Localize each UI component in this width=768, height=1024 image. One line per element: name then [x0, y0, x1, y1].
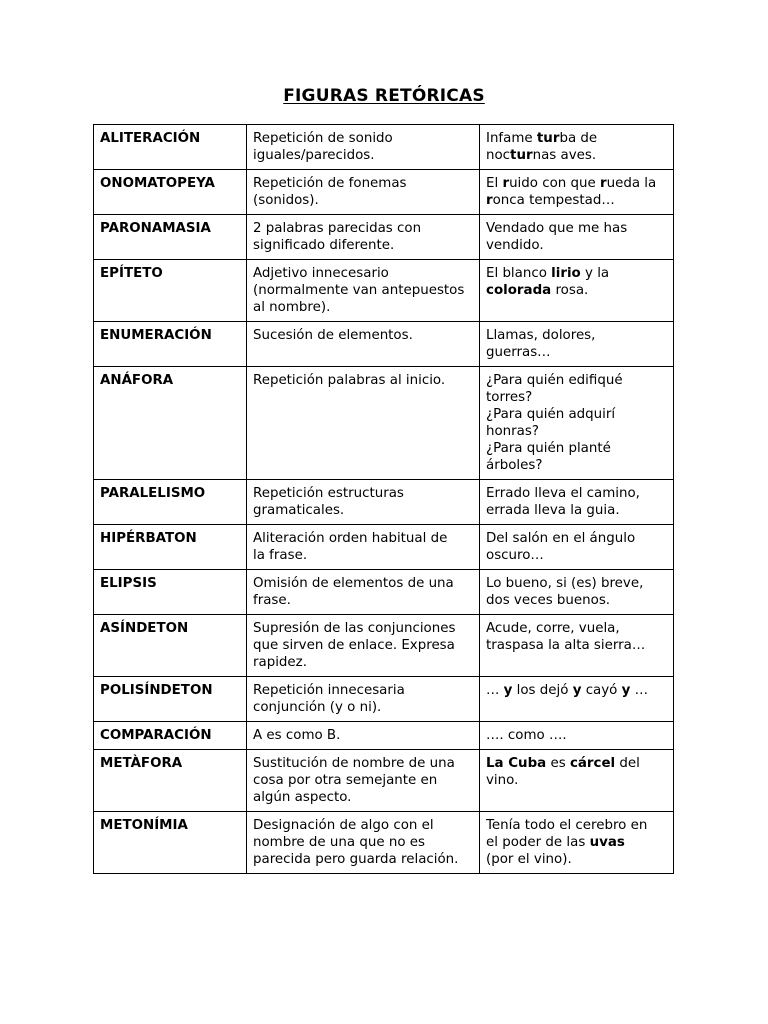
table-row [94, 750, 674, 812]
figure-definition [247, 570, 480, 615]
definition-line: (sonidos). [253, 193, 319, 208]
example-text: oscuro… [486, 548, 544, 563]
example-line [486, 220, 667, 237]
example-text: …. como …. [486, 728, 567, 743]
example-emphasis: colorada [486, 283, 552, 298]
example-line [486, 406, 667, 423]
example-line [486, 620, 667, 637]
definition-line: rapidez. [253, 655, 307, 670]
figure-definition [247, 215, 480, 260]
example-line [486, 682, 667, 699]
definition-line: Repetición estructuras [253, 486, 404, 501]
example-emphasis: tur [536, 131, 560, 146]
example-text: torres? [486, 390, 533, 405]
example-line [486, 130, 667, 147]
table-row [94, 480, 674, 525]
example-line [486, 772, 667, 789]
example-text: honras? [486, 424, 539, 439]
figure-example [480, 525, 674, 570]
definition-line: Sucesión de elementos. [253, 328, 413, 343]
example-line [486, 192, 667, 209]
figure-term: ANÁFORA [94, 367, 247, 480]
figure-term: POLISÍNDETON [94, 677, 247, 722]
definition-line: Sustitución de nombre de una [253, 756, 455, 771]
figure-term: ALITERACIÓN [94, 125, 247, 170]
figure-term: ONOMATOPEYA [94, 170, 247, 215]
definition-line: parecida pero guarda relación. [253, 852, 459, 867]
example-line [486, 327, 667, 344]
example-text: cayó [581, 683, 622, 698]
example-emphasis: r [486, 193, 493, 208]
example-emphasis: y [572, 683, 582, 698]
example-text: Errado lleva el camino, [486, 486, 640, 501]
example-line [486, 389, 667, 406]
example-text: … [630, 683, 649, 698]
figure-definition [247, 722, 480, 750]
figure-definition [247, 615, 480, 677]
example-line [486, 237, 667, 254]
definition-line: algún aspecto. [253, 790, 352, 805]
example-text: Tenía todo el cerebro en [486, 818, 648, 833]
example-line [486, 817, 667, 834]
example-text: El blanco [486, 266, 552, 281]
example-text: Llamas, dolores, [486, 328, 596, 343]
example-line [486, 851, 667, 868]
example-text: vendido. [486, 238, 544, 253]
figure-example [480, 170, 674, 215]
figure-definition [247, 125, 480, 170]
example-text: del [615, 756, 640, 771]
figure-definition [247, 525, 480, 570]
figure-example [480, 750, 674, 812]
figure-term: HIPÉRBATON [94, 525, 247, 570]
example-emphasis: y [621, 683, 631, 698]
example-line [486, 372, 667, 389]
example-emphasis: y [503, 683, 513, 698]
definition-line: nombre de una que no es [253, 835, 425, 850]
definition-line: Designación de algo con el [253, 818, 434, 833]
figure-definition [247, 367, 480, 480]
figure-term: METONÍMIA [94, 812, 247, 874]
example-text: uido con que [509, 176, 600, 191]
figure-definition [247, 260, 480, 322]
example-line [486, 282, 667, 299]
definition-line: Repetición de sonido [253, 131, 393, 146]
example-text: (por el vino). [486, 852, 572, 867]
example-text: noc [486, 148, 511, 163]
example-line [486, 175, 667, 192]
example-line [486, 530, 667, 547]
figure-term: PARALELISMO [94, 480, 247, 525]
example-line [486, 502, 667, 519]
example-line [486, 547, 667, 564]
example-emphasis: La Cuba [486, 756, 547, 771]
example-text: dos veces buenos. [486, 593, 611, 608]
example-text: árboles? [486, 458, 543, 473]
figure-term: PARONAMASIA [94, 215, 247, 260]
figure-example [480, 322, 674, 367]
definition-line: Repetición innecesaria [253, 683, 405, 698]
example-emphasis: r [600, 176, 607, 191]
figure-definition [247, 322, 480, 367]
example-line [486, 485, 667, 502]
example-text: los dejó [512, 683, 573, 698]
table-body [94, 125, 674, 874]
definition-line: Repetición de fonemas [253, 176, 407, 191]
example-line [486, 265, 667, 282]
definition-line: Repetición palabras al inicio. [253, 373, 446, 388]
example-line [486, 727, 667, 744]
figure-example [480, 812, 674, 874]
rhetorical-figures-table [93, 124, 674, 874]
table-row [94, 215, 674, 260]
example-text: guerras… [486, 345, 551, 360]
figure-term: METÀFORA [94, 750, 247, 812]
table-row [94, 322, 674, 367]
table-row [94, 125, 674, 170]
figure-definition [247, 750, 480, 812]
figure-term: EPÍTETO [94, 260, 247, 322]
example-text: nas aves. [532, 148, 597, 163]
definition-line: iguales/parecidos. [253, 148, 375, 163]
example-text: Lo bueno, si (es) breve, [486, 576, 644, 591]
definition-line: Adjetivo innecesario [253, 266, 389, 281]
definition-line: significado diferente. [253, 238, 395, 253]
page-title: FIGURAS RETÓRICAS [283, 86, 485, 106]
definition-line: conjunción (y o ni). [253, 700, 382, 715]
example-text: es [546, 756, 570, 771]
figure-term: COMPARACIÓN [94, 722, 247, 750]
table-row [94, 677, 674, 722]
figure-example [480, 215, 674, 260]
example-text: y la [580, 266, 610, 281]
figure-example [480, 125, 674, 170]
definition-line: 2 palabras parecidas con [253, 221, 422, 236]
figure-example [480, 480, 674, 525]
example-line [486, 834, 667, 851]
figure-example [480, 570, 674, 615]
table-row [94, 260, 674, 322]
example-text: ueda la [606, 176, 657, 191]
definition-line: Omisión de elementos de una [253, 576, 454, 591]
example-emphasis: cárcel [569, 756, 616, 771]
example-text: ¿Para quién edifiqué [486, 373, 623, 388]
definition-line: Supresión de las conjunciones [253, 621, 456, 636]
example-line [486, 423, 667, 440]
figure-definition [247, 812, 480, 874]
figure-example [480, 677, 674, 722]
definition-line: Aliteración orden habitual de [253, 531, 448, 546]
example-line [486, 755, 667, 772]
definition-line: al nombre). [253, 300, 331, 315]
example-text: vino. [486, 773, 519, 788]
table-row [94, 812, 674, 874]
example-emphasis: uvas [589, 835, 625, 850]
example-line [486, 592, 667, 609]
table-row [94, 525, 674, 570]
example-text: ba de [559, 131, 598, 146]
figure-term: ELIPSIS [94, 570, 247, 615]
example-line [486, 440, 667, 457]
table-row [94, 570, 674, 615]
definition-line: cosa por otra semejante en [253, 773, 438, 788]
table-row [94, 615, 674, 677]
definition-line: (normalmente van antepuestos [253, 283, 465, 298]
example-text: ¿Para quién adquirí [486, 407, 616, 422]
example-text: Vendado que me has [486, 221, 628, 236]
figure-example [480, 722, 674, 750]
definition-line: gramaticales. [253, 503, 345, 518]
example-line [486, 637, 667, 654]
definition-line: que sirven de enlace. Expresa [253, 638, 455, 653]
example-text: traspasa la alta sierra… [486, 638, 646, 653]
definition-line: frase. [253, 593, 291, 608]
example-line [486, 344, 667, 361]
example-text: Acude, corre, vuela, [486, 621, 620, 636]
example-emphasis: r [502, 176, 510, 191]
example-text: el poder de las [486, 835, 590, 850]
figure-term: ASÍNDETON [94, 615, 247, 677]
definition-line: la frase. [253, 548, 308, 563]
figure-term: ENUMERACIÓN [94, 322, 247, 367]
example-emphasis: lirio [551, 266, 581, 281]
table-row [94, 170, 674, 215]
figure-definition [247, 677, 480, 722]
figure-example [480, 367, 674, 480]
example-text: errada lleva la guia. [486, 503, 620, 518]
example-emphasis: tur [510, 148, 533, 163]
table-row [94, 722, 674, 750]
example-text: El [486, 176, 503, 191]
example-text: onca tempestad… [492, 193, 615, 208]
example-text: Del salón en el ángulo [486, 531, 636, 546]
definition-line: A es como B. [253, 728, 341, 743]
example-line [486, 147, 667, 164]
figure-example [480, 260, 674, 322]
figure-example [480, 615, 674, 677]
figure-definition [247, 170, 480, 215]
example-text: … [486, 683, 504, 698]
table-row [94, 367, 674, 480]
example-line [486, 575, 667, 592]
example-text: rosa. [551, 283, 589, 298]
figure-definition [247, 480, 480, 525]
example-text: ¿Para quién planté [486, 441, 611, 456]
example-line [486, 457, 667, 474]
example-text: Infame [486, 131, 537, 146]
